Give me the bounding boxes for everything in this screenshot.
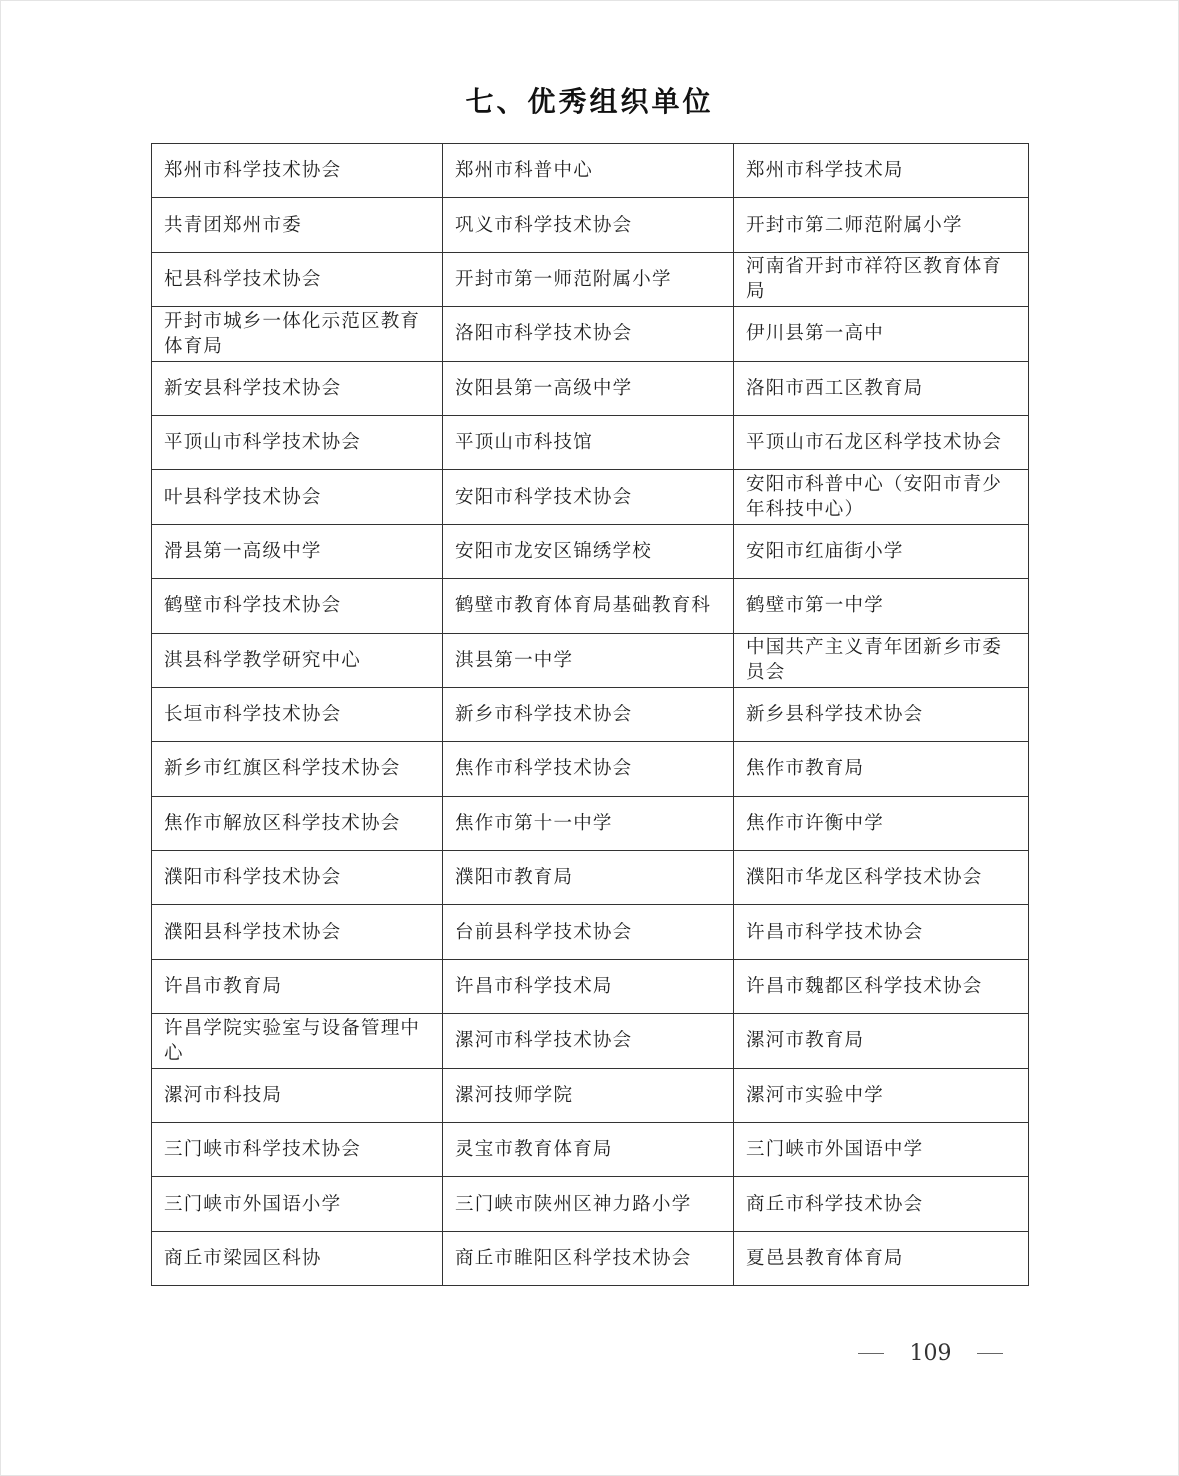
organization-cell: 安阳市红庙街小学 [734, 524, 1029, 578]
organization-cell: 平顶山市科学技术协会 [152, 415, 443, 469]
organization-cell: 濮阳市科学技术协会 [152, 851, 443, 905]
organization-cell: 漯河市科学技术协会 [443, 1014, 734, 1068]
table-row [152, 905, 1029, 959]
organization-cell: 商丘市睢阳区科学技术协会 [443, 1231, 734, 1285]
table-row [152, 579, 1029, 633]
organization-table-body [152, 144, 1029, 1286]
table-row [152, 796, 1029, 850]
organization-cell: 鹤壁市教育体育局基础教育科 [443, 579, 734, 633]
table-row [152, 633, 1029, 687]
table-row [152, 415, 1029, 469]
organization-cell: 焦作市第十一中学 [443, 796, 734, 850]
organization-cell: 淇县第一中学 [443, 633, 734, 687]
organization-cell: 三门峡市科学技术协会 [152, 1123, 443, 1177]
left-dash [858, 1353, 884, 1354]
page-number: 109 [909, 1341, 952, 1366]
table-row [152, 1231, 1029, 1285]
organization-cell: 灵宝市教育体育局 [443, 1123, 734, 1177]
organization-cell: 叶县科学技术协会 [152, 470, 443, 524]
organization-cell: 洛阳市科学技术协会 [443, 307, 734, 361]
organization-cell: 漯河市实验中学 [734, 1068, 1029, 1122]
table-row [152, 144, 1029, 198]
organization-cell: 安阳市科学技术协会 [443, 470, 734, 524]
organization-cell: 许昌学院实验室与设备管理中心 [152, 1014, 443, 1068]
organization-cell: 三门峡市外国语中学 [734, 1123, 1029, 1177]
organization-cell: 濮阳县科学技术协会 [152, 905, 443, 959]
organization-cell: 许昌市魏都区科学技术协会 [734, 959, 1029, 1013]
organization-cell: 焦作市科学技术协会 [443, 742, 734, 796]
organization-cell: 商丘市科学技术协会 [734, 1177, 1029, 1231]
organization-cell: 新乡市红旗区科学技术协会 [152, 742, 443, 796]
table-row [152, 470, 1029, 524]
organization-cell: 中国共产主义青年团新乡市委员会 [734, 633, 1029, 687]
organization-cell: 开封市城乡一体化示范区教育体育局 [152, 307, 443, 361]
table-row [152, 361, 1029, 415]
organization-cell: 郑州市科学技术协会 [152, 144, 443, 198]
organization-cell: 平顶山市科技馆 [443, 415, 734, 469]
organization-cell: 鹤壁市科学技术协会 [152, 579, 443, 633]
organization-cell: 三门峡市外国语小学 [152, 1177, 443, 1231]
table-row [152, 252, 1029, 306]
organization-cell: 安阳市科普中心（安阳市青少年科技中心） [734, 470, 1029, 524]
table-row [152, 742, 1029, 796]
page-footer [858, 1341, 1003, 1366]
organization-cell: 郑州市科学技术局 [734, 144, 1029, 198]
table-row [152, 307, 1029, 361]
organization-cell: 濮阳市华龙区科学技术协会 [734, 851, 1029, 905]
organization-cell: 漯河技师学院 [443, 1068, 734, 1122]
organization-cell: 伊川县第一高中 [734, 307, 1029, 361]
organization-cell: 淇县科学教学研究中心 [152, 633, 443, 687]
organization-cell: 平顶山市石龙区科学技术协会 [734, 415, 1029, 469]
organization-cell: 鹤壁市第一中学 [734, 579, 1029, 633]
organization-cell: 许昌市科学技术局 [443, 959, 734, 1013]
organization-table [151, 143, 1029, 1286]
organization-cell: 新乡县科学技术协会 [734, 687, 1029, 741]
organization-cell: 汝阳县第一高级中学 [443, 361, 734, 415]
organization-cell: 漯河市教育局 [734, 1014, 1029, 1068]
organization-cell: 新安县科学技术协会 [152, 361, 443, 415]
organization-cell: 漯河市科技局 [152, 1068, 443, 1122]
organization-cell: 滑县第一高级中学 [152, 524, 443, 578]
table-row [152, 198, 1029, 252]
page-title: 七、优秀组织单位 [465, 85, 714, 118]
organization-cell: 焦作市教育局 [734, 742, 1029, 796]
organization-cell: 郑州市科普中心 [443, 144, 734, 198]
organization-cell: 夏邑县教育体育局 [734, 1231, 1029, 1285]
right-dash [977, 1353, 1003, 1354]
organization-cell: 安阳市龙安区锦绣学校 [443, 524, 734, 578]
organization-cell: 共青团郑州市委 [152, 198, 443, 252]
table-row [152, 687, 1029, 741]
organization-cell: 开封市第二师范附属小学 [734, 198, 1029, 252]
table-row [152, 959, 1029, 1013]
organization-cell: 巩义市科学技术协会 [443, 198, 734, 252]
organization-cell: 台前县科学技术协会 [443, 905, 734, 959]
organization-cell: 濮阳市教育局 [443, 851, 734, 905]
organization-cell: 三门峡市陕州区神力路小学 [443, 1177, 734, 1231]
organization-cell: 许昌市科学技术协会 [734, 905, 1029, 959]
table-row [152, 1123, 1029, 1177]
organization-cell: 洛阳市西工区教育局 [734, 361, 1029, 415]
organization-cell: 新乡市科学技术协会 [443, 687, 734, 741]
table-row [152, 851, 1029, 905]
table-row [152, 1177, 1029, 1231]
organization-cell: 长垣市科学技术协会 [152, 687, 443, 741]
table-row [152, 524, 1029, 578]
table-row [152, 1068, 1029, 1122]
organization-cell: 许昌市教育局 [152, 959, 443, 1013]
table-row [152, 1014, 1029, 1068]
organization-cell: 商丘市梁园区科协 [152, 1231, 443, 1285]
organization-cell: 焦作市解放区科学技术协会 [152, 796, 443, 850]
organization-cell: 开封市第一师范附属小学 [443, 252, 734, 306]
organization-cell: 焦作市许衡中学 [734, 796, 1029, 850]
organization-cell: 河南省开封市祥符区教育体育局 [734, 252, 1029, 306]
organization-cell: 杞县科学技术协会 [152, 252, 443, 306]
